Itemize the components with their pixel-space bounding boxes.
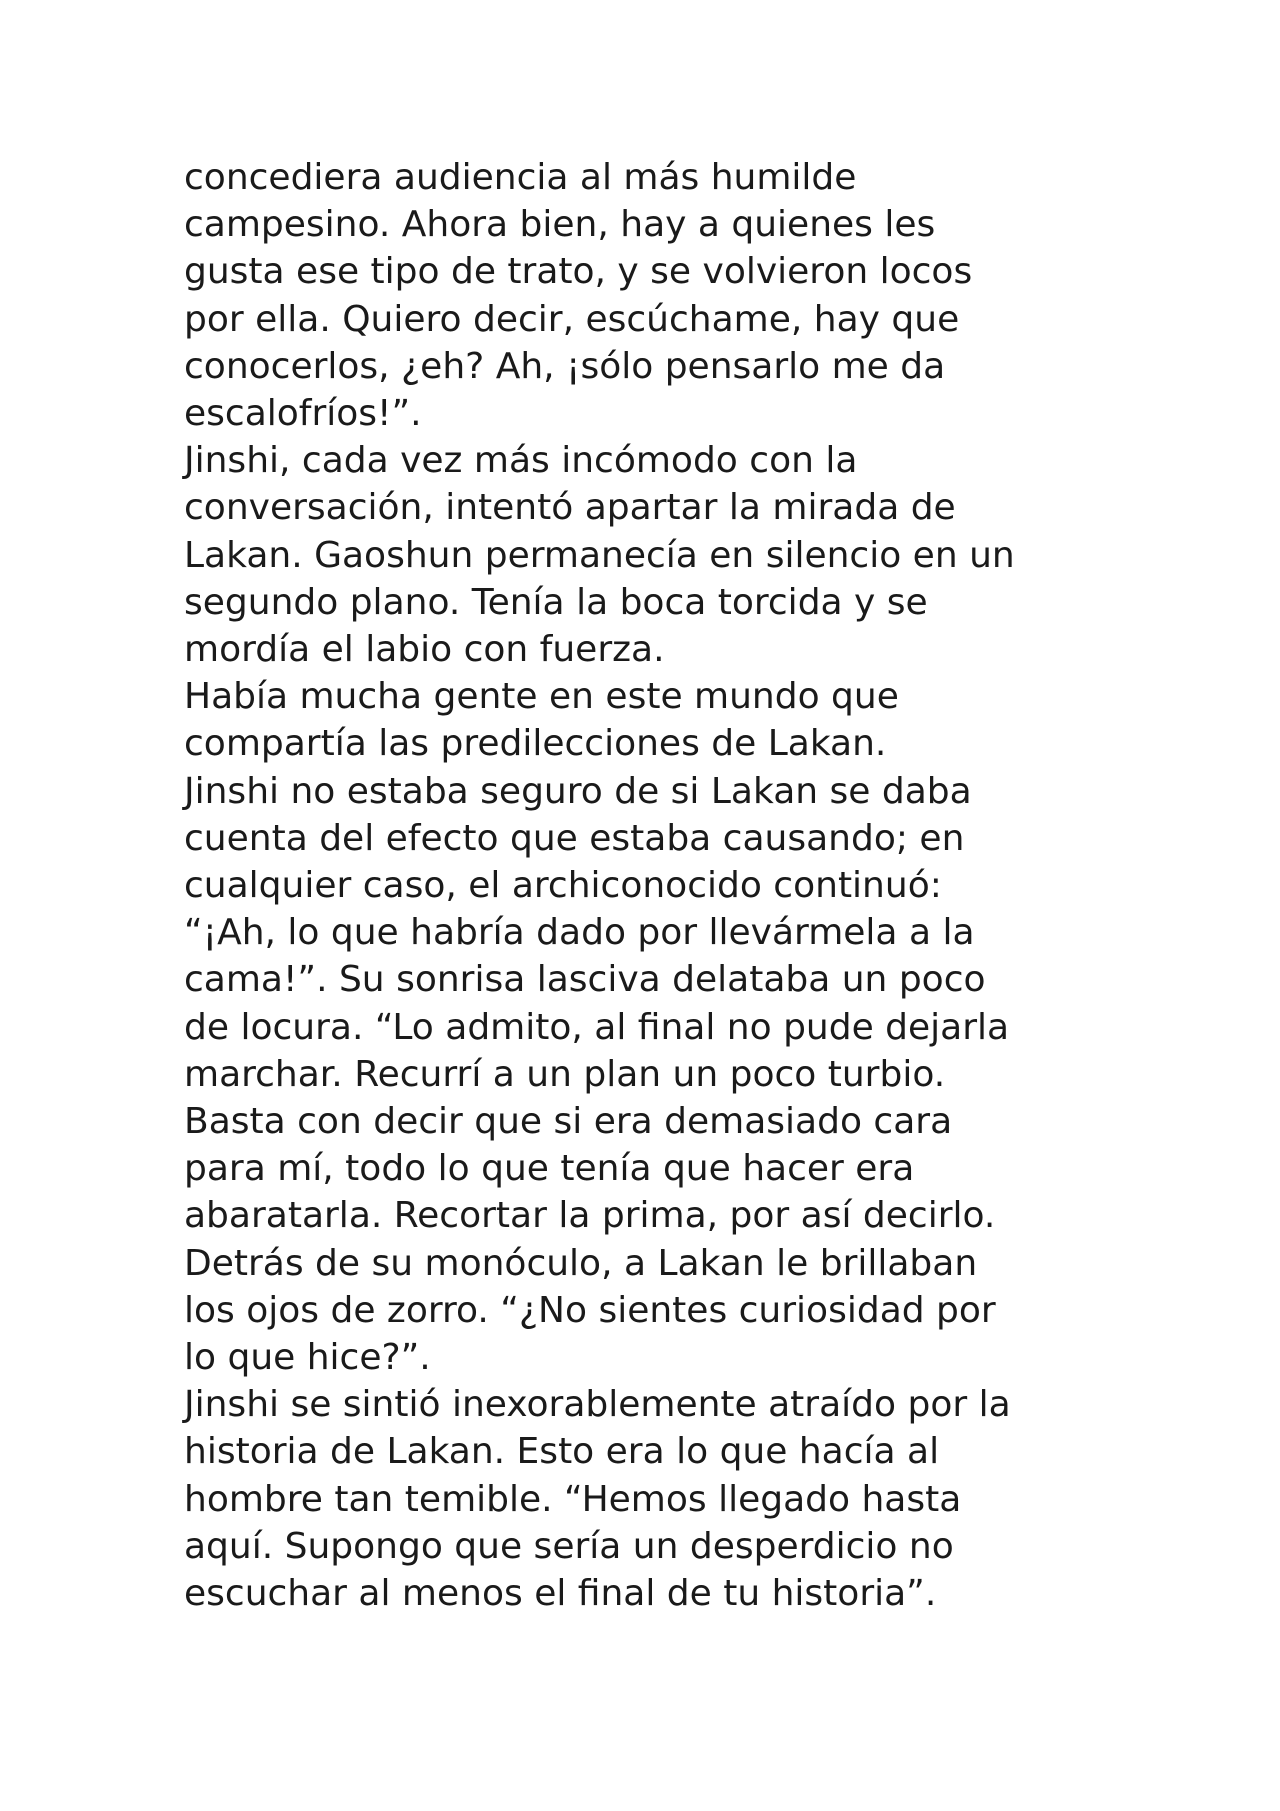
text-line: Jinshi no estaba seguro de si Lakan se daba (184, 770, 972, 812)
text-line: Lakan. Gaoshun permanecía en silencio en un (184, 534, 1015, 576)
text-line: compartía las predilecciones de Lakan. (184, 723, 887, 765)
text-line: los ojos de zorro. “¿No sientes curiosidad por (184, 1289, 996, 1331)
text-line: de locura. “Lo admito, al final no pude dejarla (184, 1006, 1010, 1048)
text-line: cuenta del efecto que estaba causando; en (184, 817, 965, 859)
text-line: aquí. Supongo que sería un desperdicio no (184, 1525, 954, 1567)
text-line: concediera audiencia al más humilde (184, 157, 857, 198)
text-line: conversación, intentó apartar la mirada de (184, 487, 956, 529)
body-text (184, 154, 1184, 1617)
text-line: “¡Ah, lo que habría dado por llevármela a la (184, 912, 975, 954)
text-line: segundo plano. Tenía la boca torcida y se (184, 581, 928, 623)
text-line: conocerlos, ¿eh? Ah, ¡sólo pensarlo me da (184, 345, 946, 387)
text-line: para mí, todo lo que tenía que hacer era (184, 1148, 915, 1190)
text-line: escuchar al menos el final de tu historia”. (184, 1573, 937, 1615)
text-line: lo que hice?”. (184, 1337, 431, 1379)
text-line: abaratarla. Recortar la prima, por así decirlo. (184, 1195, 996, 1237)
text-line: campesino. Ahora bien, hay a quienes les (184, 204, 936, 246)
text-line: gusta ese tipo de trato, y se volvieron locos (184, 251, 973, 293)
text-line: hombre tan temible. “Hemos llegado hasta (184, 1478, 962, 1520)
text-line: Jinshi, cada vez más incómodo con la (184, 440, 858, 482)
text-line: por ella. Quiero decir, escúchame, hay que (184, 298, 960, 340)
text-line: Detrás de su monóculo, a Lakan le brillaban (184, 1242, 978, 1284)
text-line: historia de Lakan. Esto era lo que hacía al (184, 1431, 940, 1473)
text-line: marchar. Recurrí a un plan un poco turbio. (184, 1053, 946, 1095)
text-line: mordía el labio con fuerza. (184, 629, 665, 671)
text-line: cualquier caso, el archiconocido continuó: (184, 865, 942, 907)
text-line: cama!”. Su sonrisa lasciva delataba un poco (184, 959, 986, 1001)
text-line: Basta con decir que si era demasiado cara (184, 1101, 953, 1143)
text-line: Jinshi se sintió inexorablemente atraído por la (184, 1384, 1011, 1426)
text-line: Había mucha gente en este mundo que (184, 676, 899, 718)
text-line: escalofríos!”. (184, 393, 422, 435)
